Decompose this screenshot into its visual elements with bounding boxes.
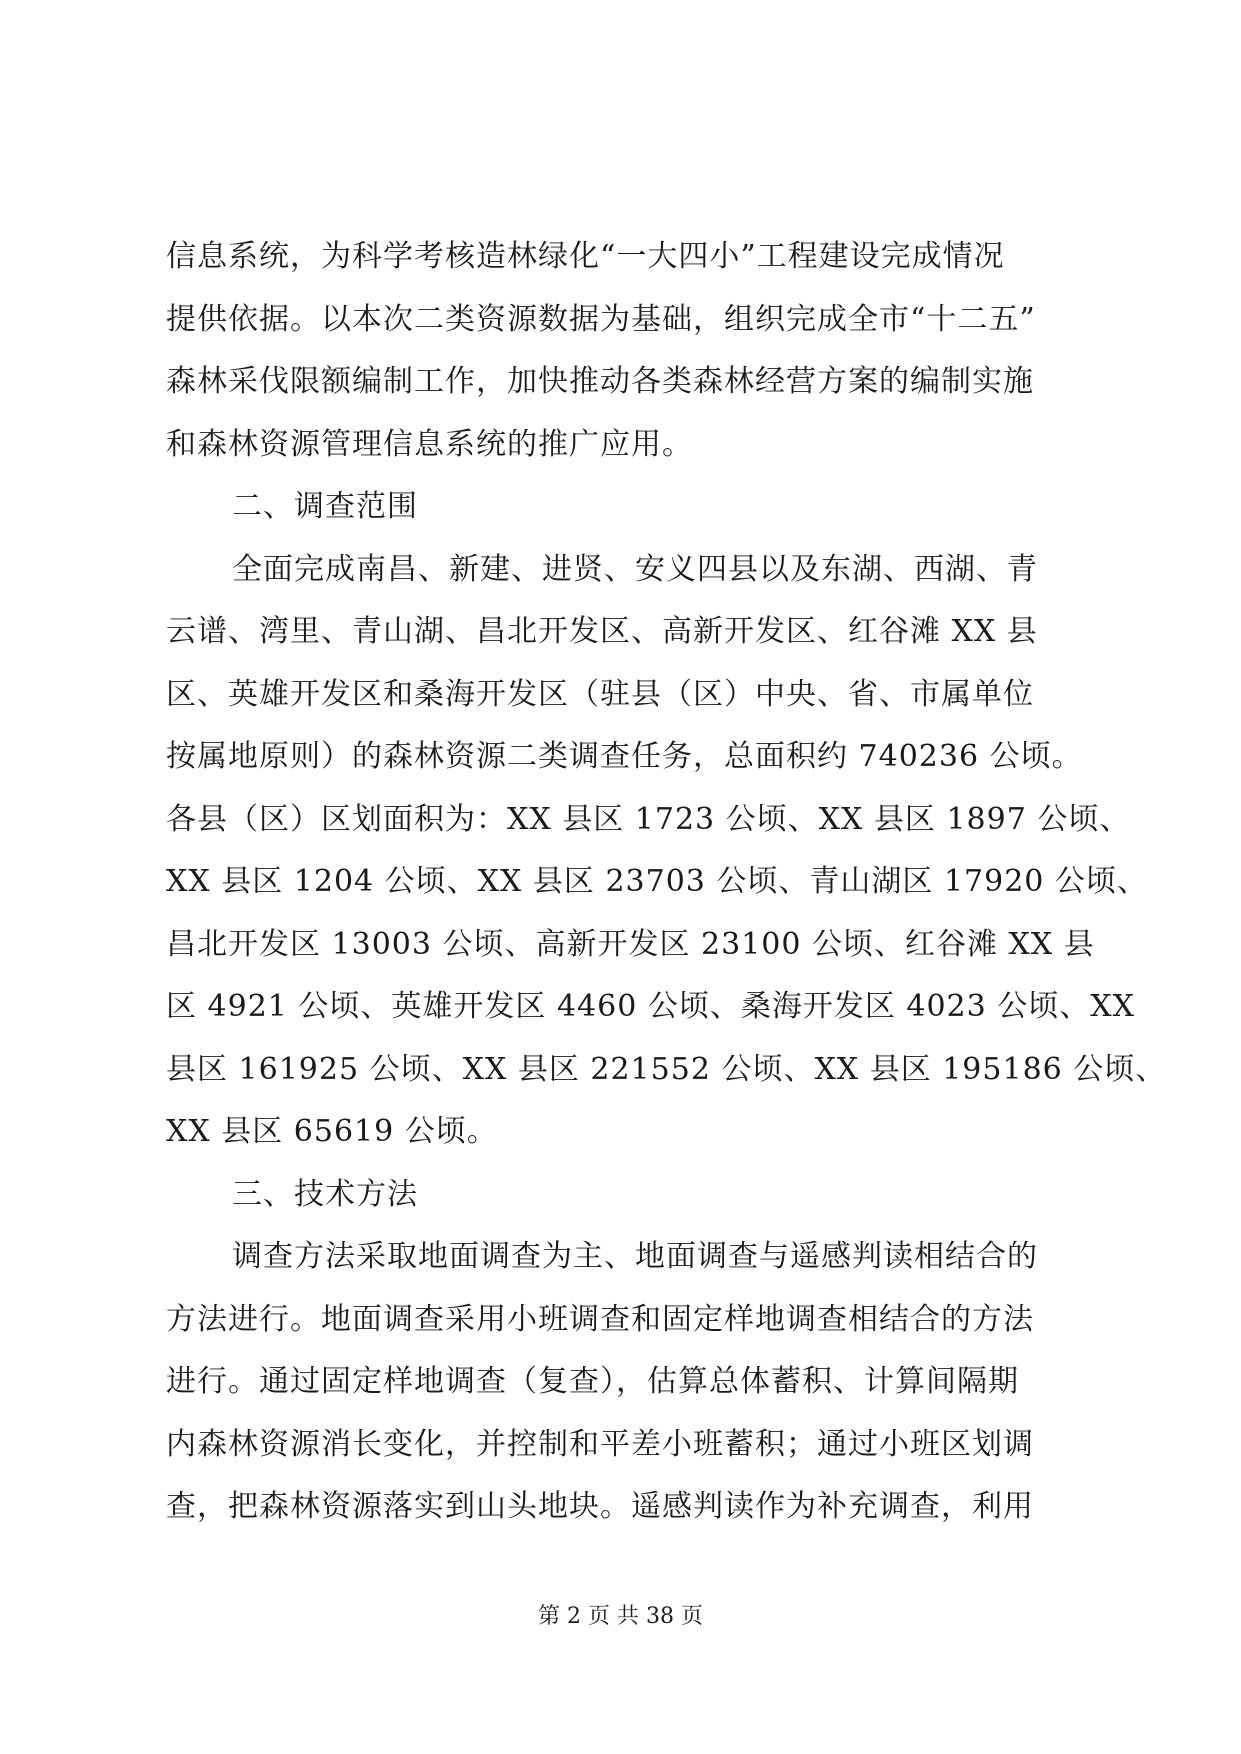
text-line: 查，把森林资源落实到山头地块。遥感判读作为补充调查，利用 xyxy=(166,1489,1034,1524)
text-line: 昌北开发区 13003 公顷、高新开发区 23100 公顷、红谷滩 XX 县 xyxy=(166,926,1095,962)
text-line: 调查方法采取地面调查为主、地面调查与遥感判读相结合的 xyxy=(232,1239,1038,1274)
paragraph xyxy=(166,539,1167,1164)
text-line: 森林采伐限额编制工作，加快推动各类森林经营方案的编制实施 xyxy=(166,364,1034,399)
paragraph xyxy=(166,1226,1076,1539)
page-number-footer: 第 2 页 共 38 页 xyxy=(538,1604,703,1629)
heading-text: 二、调查范围 xyxy=(232,489,418,524)
text-line: 区、英雄开发区和桑海开发区（驻县（区）中央、省、市属单位 xyxy=(166,676,1034,712)
text-line: 全面完成南昌、新建、进贤、安义四县以及东湖、西湖、青 xyxy=(232,551,1038,587)
text-line: 县区 161925 公顷、XX 县区 221552 公顷、XX 县区 195186 公顷、 xyxy=(166,1051,1167,1087)
text-line: 方法进行。地面调查采用小班调查和固定样地调查相结合的方法 xyxy=(166,1301,1034,1337)
text-line: 云谱、湾里、青山湖、昌北开发区、高新开发区、红谷滩 XX 县 xyxy=(166,614,1038,649)
section-heading xyxy=(166,476,1076,539)
text-line: XX 县区 65619 公顷。 xyxy=(166,1114,498,1149)
section-heading xyxy=(166,1164,1076,1227)
text-line: 提供依据。以本次二类资源数据为基础，组织完成全市“十二五” xyxy=(166,301,1036,337)
paragraph xyxy=(166,226,1076,476)
text-line: 按属地原则）的森林资源二类调查任务，总面积约 740236 公顷。 xyxy=(166,739,1083,774)
document-body xyxy=(166,226,1167,1539)
text-line: 各县（区）区划面积为：XX 县区 1723 公顷、XX 县区 1897 公顷、 xyxy=(166,801,1131,837)
text-line: 信息系统，为科学考核造林绿化“一大四小”工程建设完成情况 xyxy=(166,239,1005,274)
text-line: 进行。通过固定样地调查（复查），估算总体蓄积、计算间隔期 xyxy=(166,1364,1019,1399)
text-line: 区 4921 公顷、英雄开发区 4460 公顷、桑海开发区 4023 公顷、XX xyxy=(166,989,1135,1024)
text-line: 和森林资源管理信息系统的推广应用。 xyxy=(166,426,693,462)
text-line: 内森林资源消长变化，并控制和平差小班蓄积；通过小班区划调 xyxy=(166,1426,1034,1462)
heading-text: 三、技术方法 xyxy=(232,1176,418,1212)
text-line: XX 县区 1204 公顷、XX 县区 23703 公顷、青山湖区 17920 公顷、 xyxy=(166,864,1148,899)
